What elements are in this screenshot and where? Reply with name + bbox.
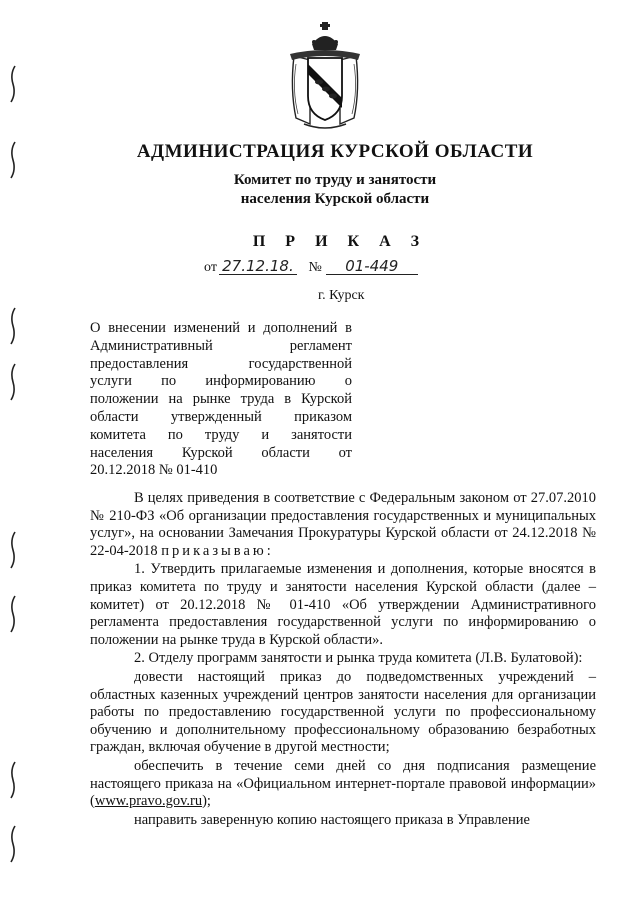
subject-line: населения Курской области от — [90, 444, 352, 461]
subject-line: О внесении изменений и дополнений в — [90, 320, 352, 336]
order-verb: приказываю: — [161, 542, 274, 559]
binding-mark — [6, 64, 20, 104]
handwritten-number: 01-449 — [326, 258, 418, 275]
binding-mark — [6, 594, 20, 634]
city: г. Курск — [318, 288, 365, 303]
binding-mark — [6, 530, 20, 570]
subject-line: положении на рынке труда в Курской — [90, 391, 352, 408]
body-paragraph-1 — [90, 490, 596, 560]
paragraph-text: ); — [202, 793, 211, 810]
binding-mark — [6, 760, 20, 800]
body-paragraph-2: 1. Утвердить прилагаемые изменения и дополнения, которые вносятся в приказ комитета по труду и занятости населения Курской области (далее – комитет) от 20.12.2018 № 01-410 «Об утверждении Административного регламента предоставления государственной услуги по информированию о положении на рынке труда в Курской области». — [90, 561, 596, 648]
body-paragraph-3: 2. Отделу программ занятости и рынка труда комитета (Л.В. Булатовой): — [134, 650, 583, 667]
subject-line: комитета по труду и занятости — [90, 426, 352, 443]
order-body — [90, 490, 596, 829]
subject-line: услуги по информированию о — [90, 373, 352, 390]
committee-line-1: Комитет по труду и занятости — [233, 172, 437, 188]
pravo-link[interactable]: www.pravo.gov.ru — [94, 793, 203, 810]
paragraph-text: В целях приведения в соответствие с Федеральным законом от 27.07.2010 № 210-ФЗ «Об организации предоставления государственных и муниципальных услуг», на основании Замечания Прокуратуры Курской области от 24.12.2018 № 22-04-2018 — [90, 490, 596, 559]
body-paragraph-6: направить заверенную копию настоящего приказа в Управление — [134, 811, 530, 828]
handwritten-date: 27.12.18. — [219, 258, 297, 275]
subject-line: Административный регламент — [90, 337, 352, 354]
binding-mark — [6, 824, 20, 864]
binding-mark — [6, 306, 20, 346]
subject-line: области утвержденный приказом — [90, 408, 352, 425]
paragraph-text: обеспечить в течение семи дней со дня подписания размещение настоящего приказа на «Официальном интернет-портале правовой информации» ( — [90, 757, 596, 810]
committee-line-2: населения Курской области — [240, 191, 430, 207]
date-number-line — [204, 258, 464, 276]
subject-line: 20.12.2018 № 01-410 — [90, 462, 218, 479]
binding-mark — [6, 362, 20, 402]
document-type: П Р И К А З — [252, 233, 428, 250]
body-paragraph-4: довести настоящий приказ до подведомственных учреждений – областных казенных учреждений центров занятости населения для организации работы по предоставлению государственной услуги по профессиональному обучению и дополнительному профессиональному образованию безработных граждан, включая обучение в другой местности; — [90, 668, 596, 756]
organization-title: АДМИНИСТРАЦИЯ КУРСКОЙ ОБЛАСТИ — [136, 141, 534, 162]
subject-line: предоставления государственной — [90, 355, 352, 372]
order-subject — [90, 320, 352, 480]
coat-of-arms-emblem — [286, 20, 364, 132]
number-prefix: № — [308, 260, 322, 275]
body-paragraph-5 — [90, 758, 596, 811]
date-prefix: от — [204, 260, 217, 275]
